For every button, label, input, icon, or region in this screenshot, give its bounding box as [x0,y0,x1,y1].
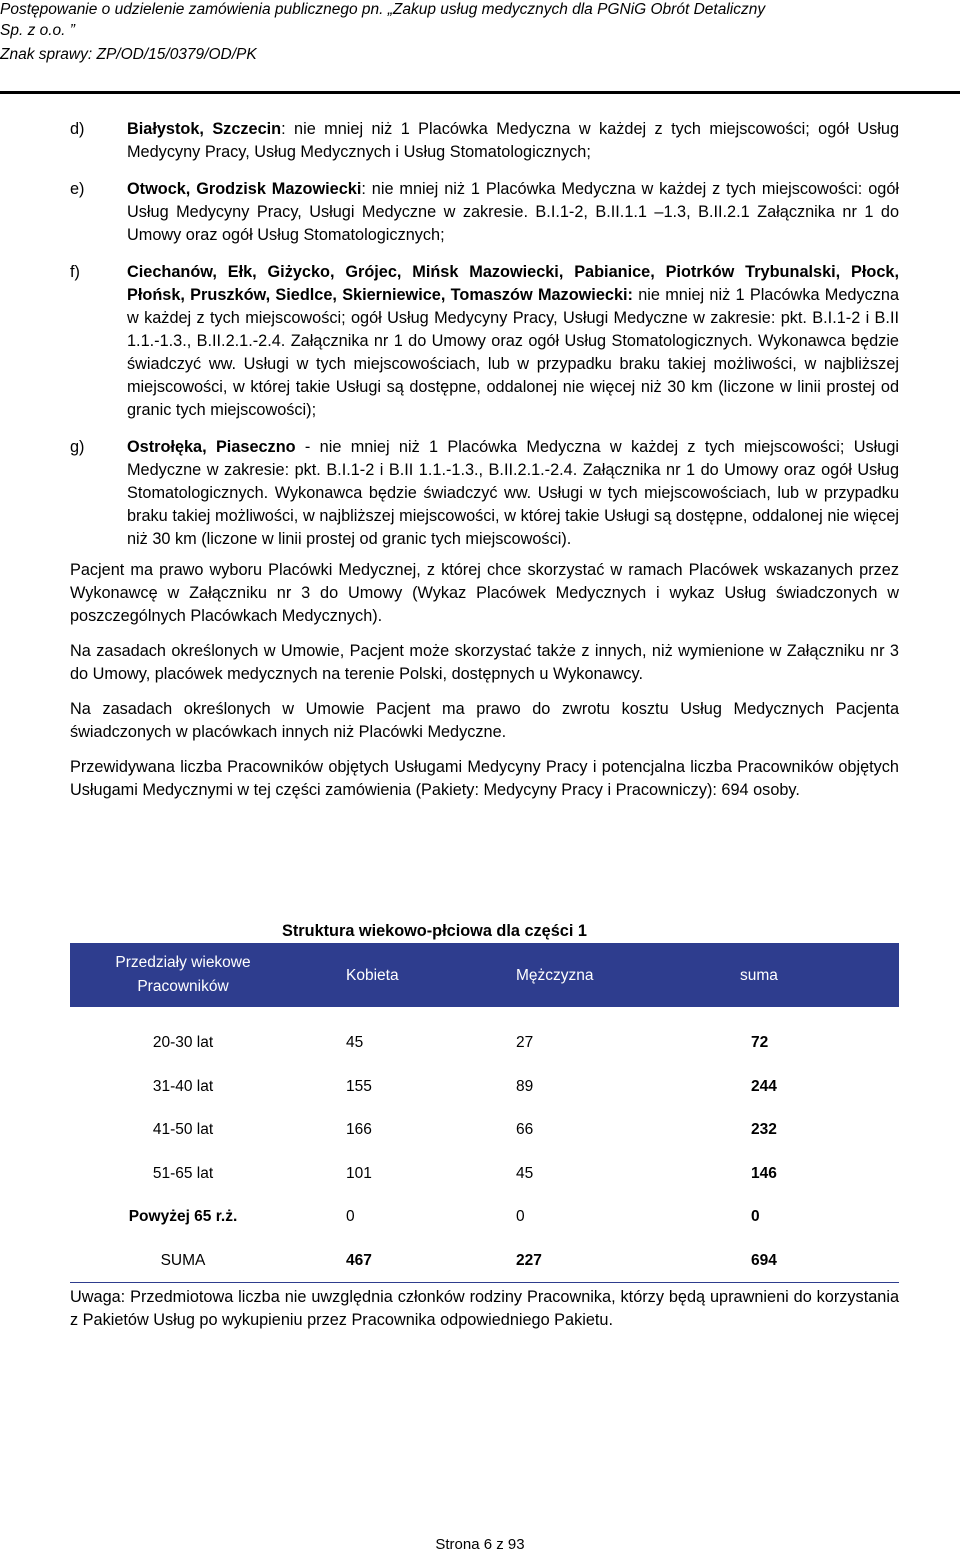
male-count-cell: 0 [480,1195,716,1239]
sum-cell: 232 [716,1108,899,1152]
female-count-cell: 0 [296,1195,480,1239]
header-age-range: Przedziały wiekowe Pracowników [70,943,296,1007]
male-count-cell: 45 [480,1152,716,1196]
table-title: Struktura wiekowo-płciowa dla części 1 [282,922,587,940]
list-item-locations: Otwock, Grodzisk Mazowiecki [127,180,362,198]
list-marker: e) [70,180,85,198]
list-item [70,118,899,164]
document-header [0,0,960,70]
paragraph: Pacjent ma prawo wyboru Placówki Medycznej, z której chce skorzystać w ramach Placówek wskazanych przez Wykonawcę w Załączniku nr 3 do Umowy (Wykaz Placówek Medycznych i wykaz Usług świadczonych w poszczególnych Placówkach Medycznych). [70,561,899,625]
table-row [70,1195,899,1239]
age-range-cell: 20-30 lat [70,1021,296,1065]
age-range-cell: Powyżej 65 r.ż. [70,1195,296,1239]
table-row [70,1152,899,1196]
list-item-text: : nie mniej niż 1 Placówka Medyczna w każdej z tych miejscowości: ogół Usług Medycyny Pracy, Usługi Medyczne w zakresie. B.I.1-2, B.II.1.1 –1.3, B.II.2.1 Załącznika nr 1 do Umowy oraz ogół Usług Stomatologicznych; [127,180,899,244]
female-count-cell: 45 [296,1021,480,1065]
list-marker: g) [70,438,85,456]
list-item [70,436,899,551]
list-marker: d) [70,120,85,138]
sum-cell: 72 [716,1021,899,1065]
sum-cell: 244 [716,1065,899,1109]
case-reference: Znak sprawy: ZP/OD/15/0379/OD/PK [0,46,257,63]
female-count-cell: 155 [296,1065,480,1109]
list-item [70,261,899,422]
age-range-cell: 31-40 lat [70,1065,296,1109]
male-count-cell: 27 [480,1021,716,1065]
paragraph: Przewidywana liczba Pracowników objętych Usługami Medycyny Pracy i potencjalna liczba Pracowników objętych Usługami Medycznymi w tej części zamówienia (Pakiety: Medycyny Pracy i Pracowniczy): 694 osoby. [70,758,899,799]
list-item [70,178,899,247]
total-label-cell: SUMA [70,1239,296,1283]
page-number: Strona 6 z 93 [435,1536,525,1553]
table-note: Uwaga: Przedmiotowa liczba nie uwzględnia członków rodziny Pracownika, którzy będą uprawnieni do korzystania z Pakietów Usług po wykupieniu przez Pracownika odpowiedniego Pakietu. [70,1288,899,1329]
age-structure-table [70,943,899,1283]
table-row [70,1065,899,1109]
list-item-text: - nie mniej niż 1 Placówka Medyczna w każdej z tych miejscowości; Usługi Medyczne w zakresie: pkt. B.I.1-2 i B.II 1.1.-1.3., B.II.2.1.-2.4. Załącznika nr 1 do Umowy oraz ogół Usług Stomatologicznych. Wykonawca będzie świadczyć ww. Usługi w tych miejscowościach, lub w przypadku braku takiej możliwości, w najbliższej miejscowości, w której takie Usługi są dostępne, oddalonej nie więcej niż 30 km (liczone w linii prostej od granic tych miejscowości). [127,438,899,548]
paragraph: Na zasadach określonych w Umowie, Pacjent może skorzystać także z innych, niż wymienione w Załączniku nr 3 do Umowy, placówek medycznych na terenie Polski, dostępnych u Wykonawcy. [70,642,899,683]
grand-total-cell: 694 [716,1239,899,1283]
male-count-cell: 89 [480,1065,716,1109]
table-row [70,1021,899,1065]
female-total-cell: 467 [296,1239,480,1283]
age-range-cell: 51-65 lat [70,1152,296,1196]
header-female: Kobieta [296,943,480,1007]
paragraph: Na zasadach określonych w Umowie Pacjent ma prawo do zwrotu kosztu Usług Medycznych Pacjenta świadczonych w placówkach innych niż Placówki Medyczne. [70,700,899,741]
header-title-line: Postępowanie o udzielenie zamówienia publicznego pn. „Zakup usług medycznych dla PGNiG Obrót Detaliczny [0,1,766,18]
male-total-cell: 227 [480,1239,716,1283]
list-item-locations: Ostrołęka, Piaseczno [127,438,296,456]
header-title-line-2: Sp. z o.o. ” [0,22,75,39]
table-header-row [70,943,899,1007]
document-body [70,118,899,814]
header-sum: suma [716,943,899,1007]
list-item-locations: Białystok, Szczecin [127,120,282,138]
sum-cell: 0 [716,1195,899,1239]
list-item-text: : nie mniej niż 1 Placówka Medyczna w każdej z tych miejscowości; ogół Usług Medycyny Pracy, Usług Medycznych i Usług Stomatologicznych; [127,120,899,161]
age-range-cell: 41-50 lat [70,1108,296,1152]
header-divider [0,91,960,94]
female-count-cell: 101 [296,1152,480,1196]
table-total-row [70,1239,899,1283]
male-count-cell: 66 [480,1108,716,1152]
table-row [70,1108,899,1152]
spacer-cell [70,1007,899,1021]
sum-cell: 146 [716,1152,899,1196]
list-marker: f) [70,263,80,281]
list-item-locations: Ciechanów, Ełk, Giżycko, Grójec, Mińsk Mazowiecki, Pabianice, Piotrków Trybunalski, Płock, Płońsk, Pruszków, Siedlce, Skierniewice, Tomaszów Mazowiecki: [127,263,899,304]
header-male: Mężczyzna [480,943,716,1007]
female-count-cell: 166 [296,1108,480,1152]
table-spacer [70,1007,899,1021]
list-item-text: nie mniej niż 1 Placówka Medyczna w każdej z tych miejscowości; ogół Usług Medycyny Pracy, Usługi Medyczne w zakresie: pkt. B.I.1-2 i B.II 1.1.-1.3., B.II.2.1.-2.4. Załącznika nr 1 do Umowy oraz ogół Usług Stomatologicznych. Wykonawca będzie świadczyć ww. Usługi w tych miejscowościach, lub w przypadku braku takiej możliwości, w najbliższej miejscowości, w której takie Usługi są dostępne, oddalonej nie więcej niż 30 km (liczone w linii prostej od granic tych miejscowości); [127,286,899,419]
